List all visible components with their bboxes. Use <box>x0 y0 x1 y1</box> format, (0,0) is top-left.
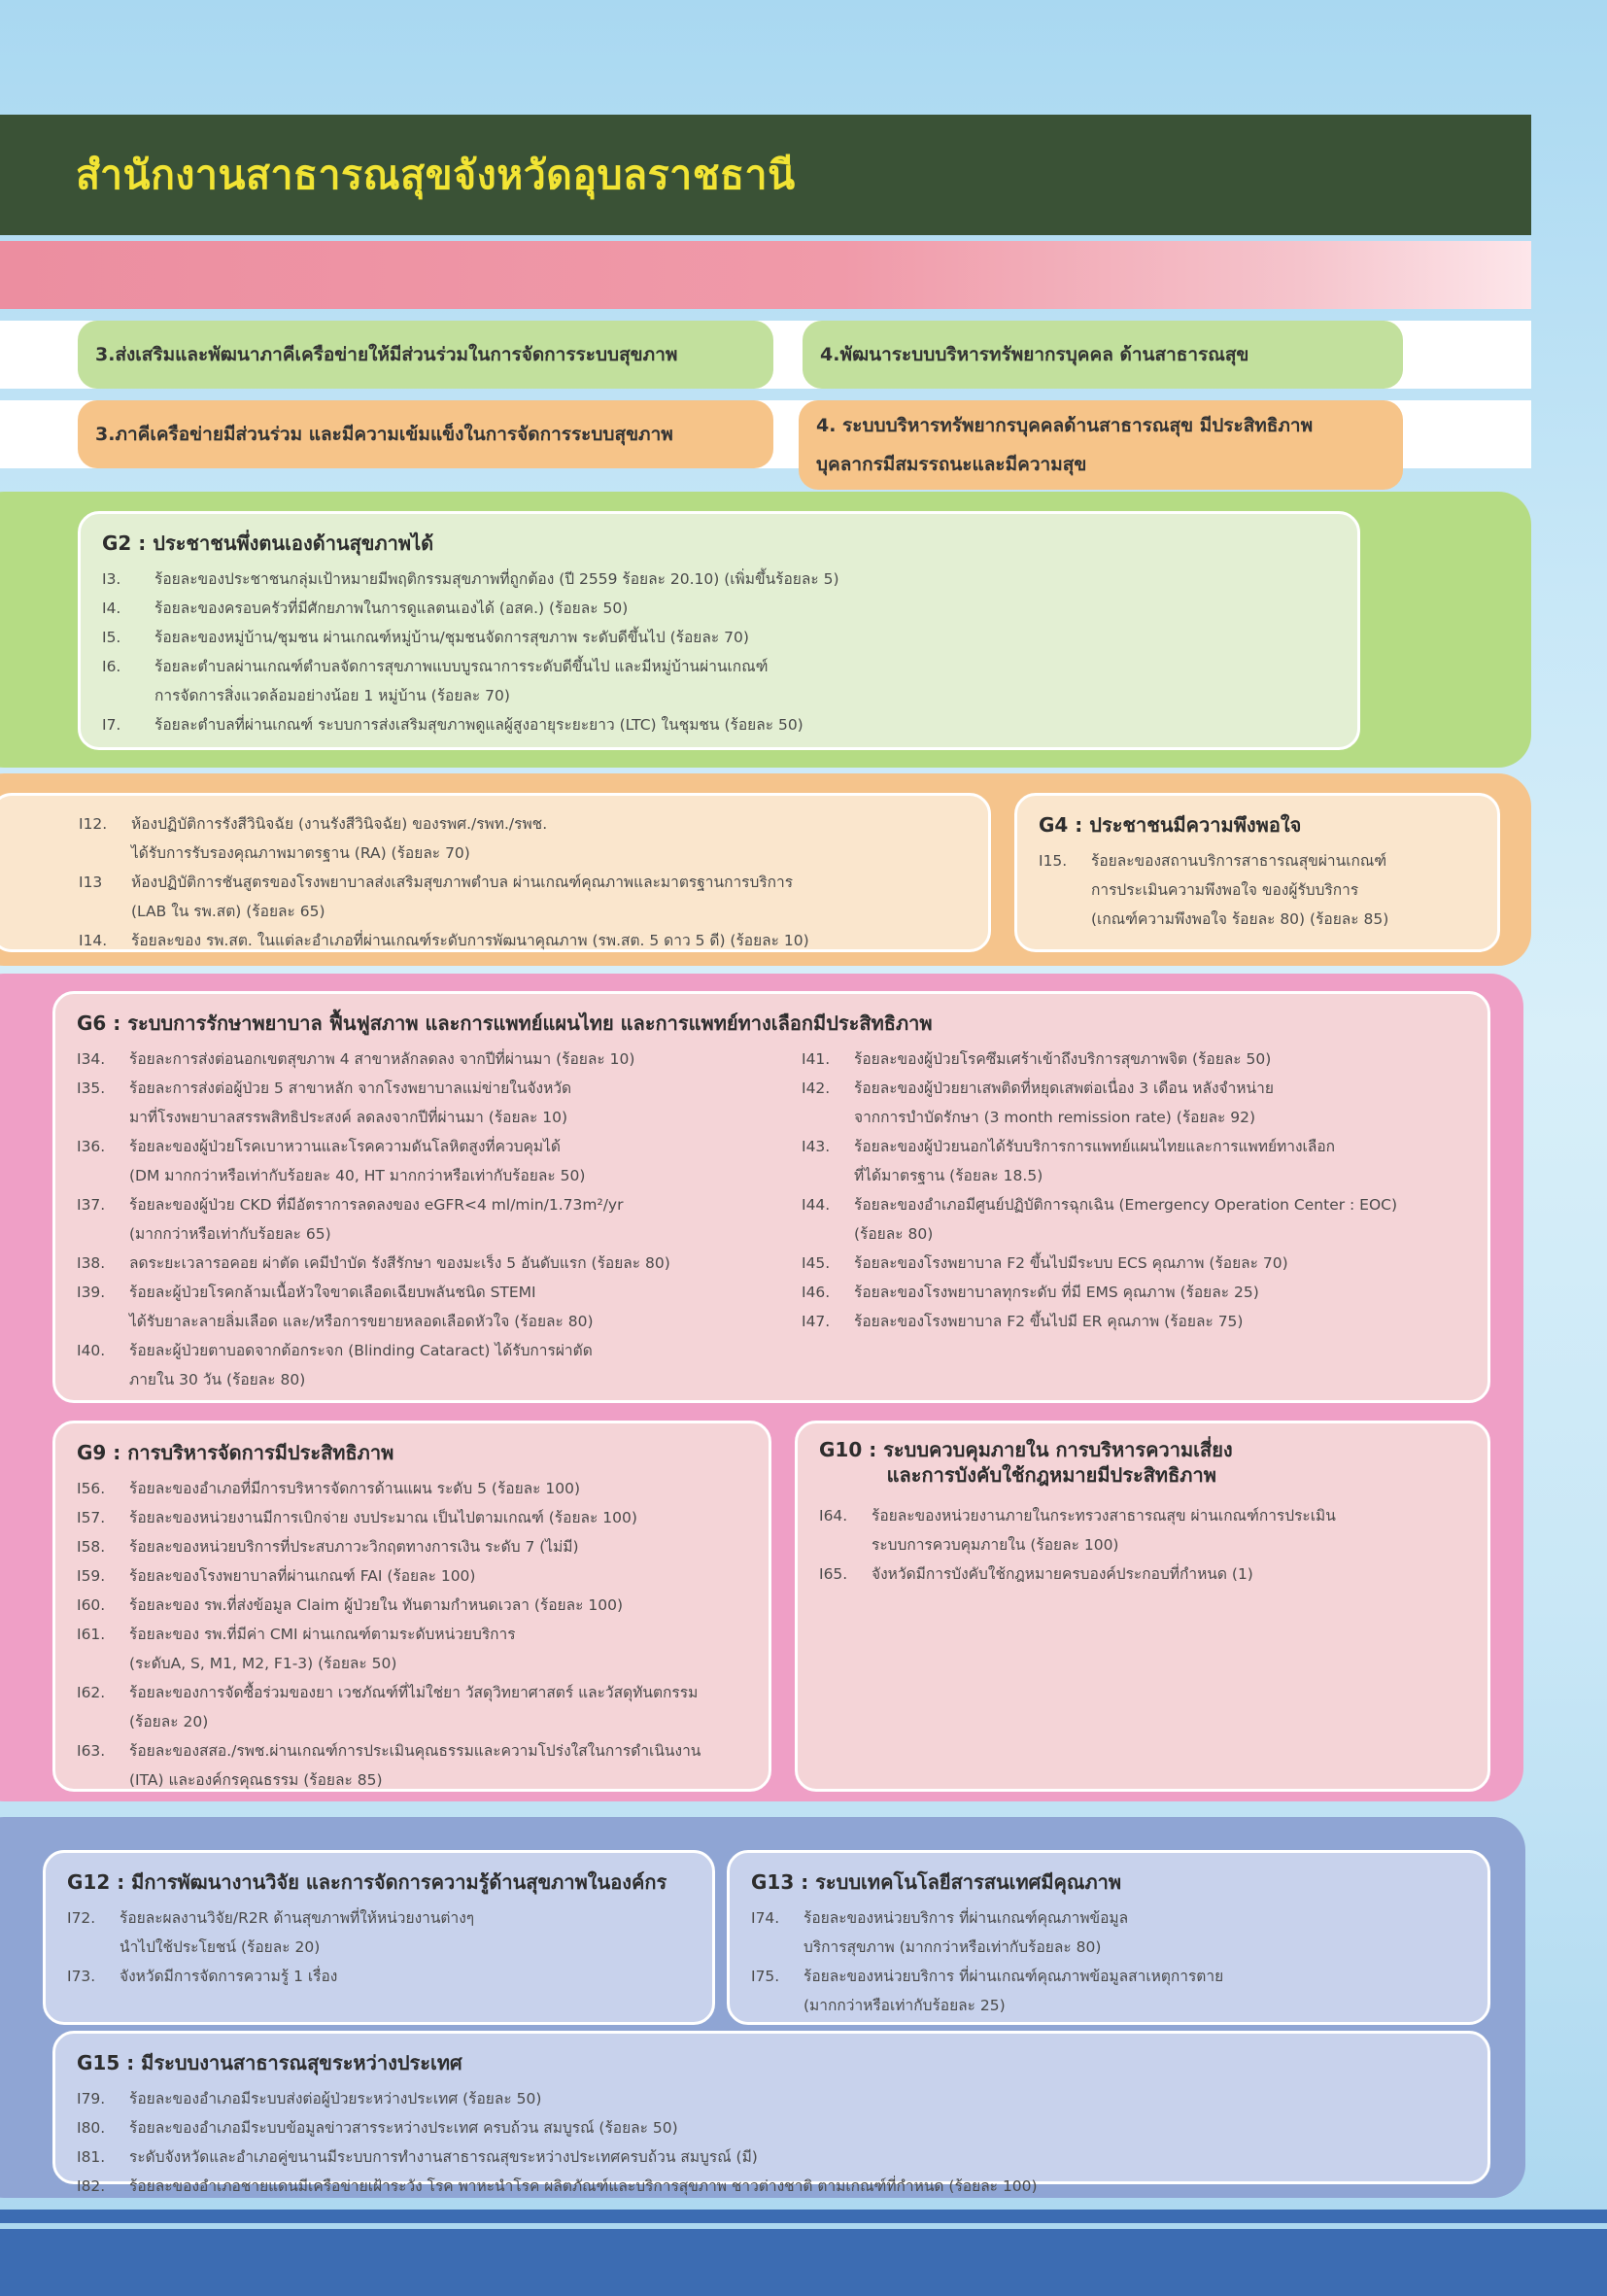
indicator-text: ร้อยละผู้ป่วยตาบอดจากต้อกระจก (Blinding Cataract) ได้รับการผ่าตัด ภายใน 30 วัน (ร้อยละ 80) <box>129 1342 593 1388</box>
g9-list <box>77 1474 747 1795</box>
g6-left-list <box>77 1045 776 1394</box>
indicator-code: I14. <box>79 932 108 949</box>
indicator-code: I58. <box>77 1538 106 1556</box>
indicator-item <box>77 1532 747 1561</box>
g12-title: G12 : มีการพัฒนางานวิจัย และการจัดการความรู้ด้านสุขภาพในองค์กร <box>67 1870 667 1894</box>
indicator-code: I64. <box>819 1507 848 1525</box>
g3-lab-card <box>0 793 991 952</box>
indicator-item <box>77 2113 1466 2142</box>
g10-list <box>819 1501 1466 1589</box>
indicator-code: I41. <box>802 1050 831 1068</box>
indicator-text: ร้อยละของโรงพยาบาลที่ผ่านเกณฑ์ FAI (ร้อยละ 100) <box>129 1567 476 1585</box>
indicator-text: ร้อยละของประชาชนกลุ่มเป้าหมายมีพฤติกรรมสุขภาพที่ถูกต้อง (ปี 2559 ร้อยละ 20.10) (เพิ่มขึ้นร้อยละ 5) <box>154 570 839 588</box>
g4-list <box>1039 846 1476 934</box>
indicator-text: ร้อยละของโรงพยาบาล F2 ขึ้นไปมีระบบ ECS คุณภาพ (ร้อยละ 70) <box>854 1254 1288 1272</box>
indicator-item <box>102 710 1336 739</box>
indicator-text: ร้อยละของหน่วยบริการที่ประสบภาวะวิกฤตทางการเงิน ระดับ 7 (ไม่มี) <box>129 1538 579 1556</box>
indicator-text: จังหวัดมีการบังคับใช้กฎหมายครบองค์ประกอบที่กำหนด (1) <box>872 1565 1253 1583</box>
indicator-item <box>77 1045 776 1074</box>
indicator-code: I36. <box>77 1138 106 1155</box>
indicator-text: ร้อยละของการจัดซื้อร่วมของยา เวชภัณฑ์ที่ไม่ใช่ยา วัสดุวิทยาศาสตร์ และวัสดุทันตกรรม (ร้อยละ 20) <box>129 1684 699 1731</box>
indicator-code: I80. <box>77 2119 106 2137</box>
indicator-code: I43. <box>802 1138 831 1155</box>
indicator-text: ร้อยละของอำเภอชายแดนมีเครือข่ายเฝ้าระวัง โรค พาหะนำโรค ผลิตภัณฑ์และบริการสุขภาพ ชาวต่างชาติ ตามเกณฑ์ที่กำหนด (ร้อยละ 100) <box>129 2177 1038 2195</box>
indicator-code: I13 <box>79 874 103 891</box>
indicator-text: ห้องปฏิบัติการชันสูตรของโรงพยาบาลส่งเสริมสุขภาพตำบล ผ่านเกณฑ์คุณภาพและมาตรฐานการบริการ (LAB ใน รพ.สต) (ร้อยละ 65) <box>131 874 794 920</box>
indicator-text: ร้อยละของหน่วยบริการ ที่ผ่านเกณฑ์คุณภาพข้อมูล บริการสุขภาพ (มากกว่าหรือเท่ากับร้อยละ 80) <box>804 1909 1129 1956</box>
indicator-item <box>79 868 967 926</box>
indicator-code: I75. <box>751 1968 780 1985</box>
indicator-code: I45. <box>802 1254 831 1272</box>
indicator-item <box>77 1561 747 1591</box>
indicator-item <box>77 1074 776 1132</box>
g10-title: G10 : ระบบควบคุมภายใน การบริหารความเสี่ยง และการบังคับใช้กฎหมายมีประสิทธิภาพ <box>819 1438 1233 1487</box>
indicator-item <box>77 1336 776 1394</box>
indicator-item <box>77 1591 747 1620</box>
indicator-code: I35. <box>77 1079 106 1097</box>
indicator-code: I40. <box>77 1342 106 1359</box>
indicator-item <box>79 926 967 955</box>
g2-title: G2 : ประชาชนพึ่งตนเองด้านสุขภาพได้ <box>102 531 434 555</box>
indicator-text: ร้อยละของสถานบริการสาธารณสุขผ่านเกณฑ์ การประเมินความพึงพอใจ ของผู้รับบริการ (เกณฑ์ความพึงพอใจ ร้อยละ 80) (ร้อยละ 85) <box>1091 852 1389 928</box>
indicator-code: I34. <box>77 1050 106 1068</box>
indicator-code: I57. <box>77 1509 106 1526</box>
g6-right-list <box>802 1045 1466 1394</box>
indicator-item <box>67 1962 691 1991</box>
indicator-item <box>77 1278 776 1336</box>
indicator-item <box>77 2142 1466 2172</box>
indicator-item <box>802 1249 1466 1278</box>
indicator-text: ร้อยละตำบลผ่านเกณฑ์ตำบลจัดการสุขภาพแบบบูรณาการระดับดีขึ้นไป และมีหมู่บ้านผ่านเกณฑ์ การจัดการสิ่งแวดล้อมอย่างน้อย 1 หมู่บ้าน (ร้อยละ 70) <box>154 658 769 704</box>
indicator-text: ร้อยละของอำเภอมีศูนย์ปฏิบัติการฉุกเฉิน (Emergency Operation Center : EOC) (ร้อยละ 80) <box>854 1196 1398 1243</box>
g3-lab-list <box>79 809 967 955</box>
g9-title: G9 : การบริหารจัดการมีประสิทธิภาพ <box>77 1441 394 1464</box>
indicator-item <box>102 565 1336 594</box>
indicator-item <box>77 2084 1466 2113</box>
g15-title: G15 : มีระบบงานสาธารณสุขระหว่างประเทศ <box>77 2051 462 2074</box>
g15-list <box>77 2084 1466 2201</box>
indicator-text: ร้อยละของหน่วยงานมีการเบิกจ่าย งบประมาณ เป็นไปตามเกณฑ์ (ร้อยละ 100) <box>129 1509 637 1526</box>
indicator-item <box>751 1903 1466 1962</box>
indicator-item <box>79 809 967 868</box>
indicator-code: I79. <box>77 2090 106 2108</box>
indicator-code: I82. <box>77 2177 106 2195</box>
indicator-code: I56. <box>77 1480 106 1497</box>
g12-card <box>43 1850 715 2025</box>
indicator-text: ร้อยละของผู้ป่วย CKD ที่มีอัตราการลดลงของ eGFR<4 ml/min/1.73m²/yr (มากกว่าหรือเท่ากับร้อยละ 65) <box>129 1196 624 1243</box>
indicator-text: ร้อยละการส่งต่อนอกเขตสุขภาพ 4 สาขาหลักลดลง จากปีที่ผ่านมา (ร้อยละ 10) <box>129 1050 635 1068</box>
g2-card <box>78 511 1360 750</box>
strategy-4-pill: 4.พัฒนาระบบบริหารทรัพยากรบุคคล ด้านสาธารณสุข <box>803 321 1403 389</box>
indicator-text: ร้อยละผู้ป่วยโรคกล้ามเนื้อหัวใจขาดเลือดเฉียบพลันชนิด STEMI ได้รับยาละลายลิ่มเลือด และ/หรือการขยายหลอดเลือดหัวใจ (ร้อยละ 80) <box>129 1284 594 1330</box>
indicator-text: ร้อยละของ รพ.ที่ส่งข้อมูล Claim ผู้ป่วยใน ทันตามกำหนดเวลา (ร้อยละ 100) <box>129 1596 624 1614</box>
indicator-text: ร้อยละของ รพ.ที่มีค่า CMI ผ่านเกณฑ์ตามระดับหน่วยบริการ (ระดับA, S, M1, M2, F1-3) (ร้อยละ 50) <box>129 1626 516 1672</box>
indicator-text: จังหวัดมีการจัดการความรู้ 1 เรื่อง <box>120 1968 338 1985</box>
indicator-text: ร้อยละของผู้ป่วยยาเสพติดที่หยุดเสพต่อเนื่อง 3 เดือน หลังจำหน่าย จากการบำบัดรักษา (3 month remission rate) (ร้อยละ 92) <box>854 1079 1274 1126</box>
indicator-item <box>1039 846 1476 934</box>
page-title: สำนักงานสาธารณสุขจังหวัดอุบลราชธานี <box>76 152 796 198</box>
indicator-code: I65. <box>819 1565 848 1583</box>
indicator-item <box>77 1736 747 1795</box>
page-header <box>0 115 1531 235</box>
indicator-code: I44. <box>802 1196 831 1214</box>
indicator-code: I59. <box>77 1567 106 1585</box>
indicator-item <box>77 1503 747 1532</box>
footer-bar <box>0 2229 1607 2296</box>
g13-card <box>727 1850 1490 2025</box>
indicator-code: I7. <box>102 716 121 734</box>
indicator-text: ร้อยละของหมู่บ้าน/ชุมชน ผ่านเกณฑ์หมู่บ้าน/ชุมชนจัดการสุขภาพ ระดับดีขึ้นไป (ร้อยละ 70) <box>154 629 749 646</box>
g4-card <box>1014 793 1500 952</box>
indicator-code: I62. <box>77 1684 106 1701</box>
g10-card <box>795 1421 1490 1792</box>
indicator-text: ร้อยละของผู้ป่วยโรคเบาหวานและโรคความดันโลหิตสูงที่ควบคุมได้ (DM มากกว่าหรือเท่ากับร้อยละ 40, HT มากกว่าหรือเท่ากับร้อยละ 50) <box>129 1138 586 1184</box>
indicator-code: I63. <box>77 1742 106 1760</box>
footer-bar-thin <box>0 2210 1607 2223</box>
indicator-item <box>819 1501 1466 1559</box>
g6-card <box>52 991 1490 1403</box>
indicator-code: I6. <box>102 658 121 675</box>
indicator-code: I74. <box>751 1909 780 1927</box>
indicator-item <box>102 623 1336 652</box>
indicator-item <box>77 1249 776 1278</box>
indicator-item <box>77 1620 747 1678</box>
indicator-code: I73. <box>67 1968 96 1985</box>
indicator-code: I12. <box>79 815 108 833</box>
g13-list <box>751 1903 1466 2020</box>
indicator-text: ร้อยละการส่งต่อผู้ป่วย 5 สาขาหลัก จากโรงพยาบาลแม่ข่ายในจังหวัด มาที่โรงพยาบาลสรรพสิทธิประสงค์ ลดลงจากปีที่ผ่านมา (ร้อยละ 10) <box>129 1079 572 1126</box>
g9-card <box>52 1421 771 1792</box>
indicator-code: I39. <box>77 1284 106 1301</box>
g4-title: G4 : ประชาชนมีความพึงพอใจ <box>1039 813 1302 837</box>
indicator-code: I15. <box>1039 852 1068 870</box>
indicator-text: ร้อยละของอำเภอมีระบบส่งต่อผู้ป่วยระหว่างประเทศ (ร้อยละ 50) <box>129 2090 542 2108</box>
indicator-item <box>77 1190 776 1249</box>
indicator-item <box>802 1307 1466 1336</box>
indicator-text: ร้อยละของหน่วยงานภายในกระทรวงสาธารณสุข ผ่านเกณฑ์การประเมิน ระบบการควบคุมภายใน (ร้อยละ 100) <box>872 1507 1336 1554</box>
indicator-code: I5. <box>102 629 121 646</box>
indicator-item <box>77 2172 1466 2201</box>
indicator-code: I61. <box>77 1626 106 1643</box>
g15-card <box>52 2031 1490 2195</box>
decorative-pink-bar <box>0 241 1531 309</box>
indicator-code: I81. <box>77 2148 106 2166</box>
indicator-text: ร้อยละของครอบครัวที่มีศักยภาพในการดูแลตนเองได้ (อสค.) (ร้อยละ 50) <box>154 600 629 617</box>
indicator-text: ร้อยละของหน่วยบริการ ที่ผ่านเกณฑ์คุณภาพข้อมูลสาเหตุการตาย (มากกว่าหรือเท่ากับร้อยละ 25) <box>804 1968 1224 2014</box>
indicator-text: ระดับจังหวัดและอำเภอคู่ขนานมีระบบการทำงานสาธารณสุขระหว่างประเทศครบถ้วน สมบูรณ์ (มี) <box>129 2148 758 2166</box>
indicator-text: ร้อยละของโรงพยาบาล F2 ขึ้นไปมี ER คุณภาพ (ร้อยละ 75) <box>854 1313 1244 1330</box>
indicator-text: ร้อยละของสสอ./รพช.ผ่านเกณฑ์การประเมินคุณธรรมและความโปร่งใสในการดำเนินงาน (ITA) และองค์กรคุณธรรม (ร้อยละ 85) <box>129 1742 701 1789</box>
indicator-text: ร้อยละตำบลที่ผ่านเกณฑ์ ระบบการส่งเสริมสุขภาพดูแลผู้สูงอายุระยะยาว (LTC) ในชุมชน (ร้อยละ 50) <box>154 716 804 734</box>
indicator-code: I72. <box>67 1909 96 1927</box>
indicator-code: I4. <box>102 600 121 617</box>
g13-title: G13 : ระบบเทคโนโลยีสารสนเทศมีคุณภาพ <box>751 1870 1122 1894</box>
indicator-text: ลดระยะเวลารอคอย ผ่าตัด เคมีบำบัด รังสีรักษา ของมะเร็ง 5 อันดับแรก (ร้อยละ 80) <box>129 1254 670 1272</box>
indicator-text: ร้อยละของ รพ.สต. ในแต่ละอำเภอที่ผ่านเกณฑ์ระดับการพัฒนาคุณภาพ (รพ.สต. 5 ดาว 5 ดี) (ร้อยละ 10) <box>131 932 809 949</box>
indicator-item <box>77 1678 747 1736</box>
indicator-item <box>802 1278 1466 1307</box>
indicator-code: I47. <box>802 1313 831 1330</box>
indicator-text: ร้อยละของผู้ป่วยนอกได้รับบริการการแพทย์แผนไทยและการแพทย์ทางเลือก ที่ได้มาตรฐาน (ร้อยละ 18.5) <box>854 1138 1336 1184</box>
indicator-item <box>102 652 1336 710</box>
indicator-code: I38. <box>77 1254 106 1272</box>
indicator-text: ร้อยละของโรงพยาบาลทุกระดับ ที่มี EMS คุณภาพ (ร้อยละ 25) <box>854 1284 1259 1301</box>
indicator-text: ร้อยละของผู้ป่วยโรคซึมเศร้าเข้าถึงบริการสุขภาพจิต (ร้อยละ 50) <box>854 1050 1272 1068</box>
indicator-code: I42. <box>802 1079 831 1097</box>
g12-list <box>67 1903 691 1991</box>
indicator-code: I60. <box>77 1596 106 1614</box>
indicator-item <box>77 1474 747 1503</box>
indicator-item <box>802 1074 1466 1132</box>
indicator-item <box>802 1190 1466 1249</box>
indicator-item <box>802 1045 1466 1074</box>
indicator-code: I46. <box>802 1284 831 1301</box>
indicator-item <box>102 594 1336 623</box>
indicator-text: ร้อยละผลงานวิจัย/R2R ด้านสุขภาพที่ให้หน่วยงานต่างๆ นำไปใช้ประโยชน์ (ร้อยละ 20) <box>120 1909 475 1956</box>
goal-3-pill: 3.ภาคีเครือข่ายมีส่วนร่วม และมีความเข้มแข็งในการจัดการระบบสุขภาพ <box>78 400 773 468</box>
indicator-item <box>67 1903 691 1962</box>
goal-4-pill: 4. ระบบบริหารทรัพยากรบุคคลด้านสาธารณสุข มีประสิทธิภาพ บุคลากรมีสมรรถนะและมีความสุข <box>799 400 1403 490</box>
indicator-text: ร้อยละของอำเภอมีระบบข้อมูลข่าวสารระหว่างประเทศ ครบถ้วน สมบูรณ์ (ร้อยละ 50) <box>129 2119 678 2137</box>
indicator-text: ร้อยละของอำเภอที่มีการบริหารจัดการด้านแผน ระดับ 5 (ร้อยละ 100) <box>129 1480 581 1497</box>
indicator-item <box>77 1132 776 1190</box>
indicator-code: I37. <box>77 1196 106 1214</box>
strategy-3-pill: 3.ส่งเสริมและพัฒนาภาคีเครือข่ายให้มีส่วนร่วมในการจัดการระบบสุขภาพ <box>78 321 773 389</box>
g2-list <box>102 565 1336 739</box>
indicator-item <box>819 1559 1466 1589</box>
indicator-text: ห้องปฏิบัติการรังสีวินิจฉัย (งานรังสีวินิจฉัย) ของรพศ./รพท./รพช. ได้รับการรับรองคุณภาพมาตรฐาน (RA) (ร้อยละ 70) <box>131 815 548 862</box>
indicator-item <box>802 1132 1466 1190</box>
indicator-code: I3. <box>102 570 121 588</box>
indicator-item <box>751 1962 1466 2020</box>
g6-title: G6 : ระบบการรักษาพยาบาล ฟื้นฟูสภาพ และการแพทย์แผนไทย และการแพทย์ทางเลือกมีประสิทธิภาพ <box>77 1011 933 1035</box>
